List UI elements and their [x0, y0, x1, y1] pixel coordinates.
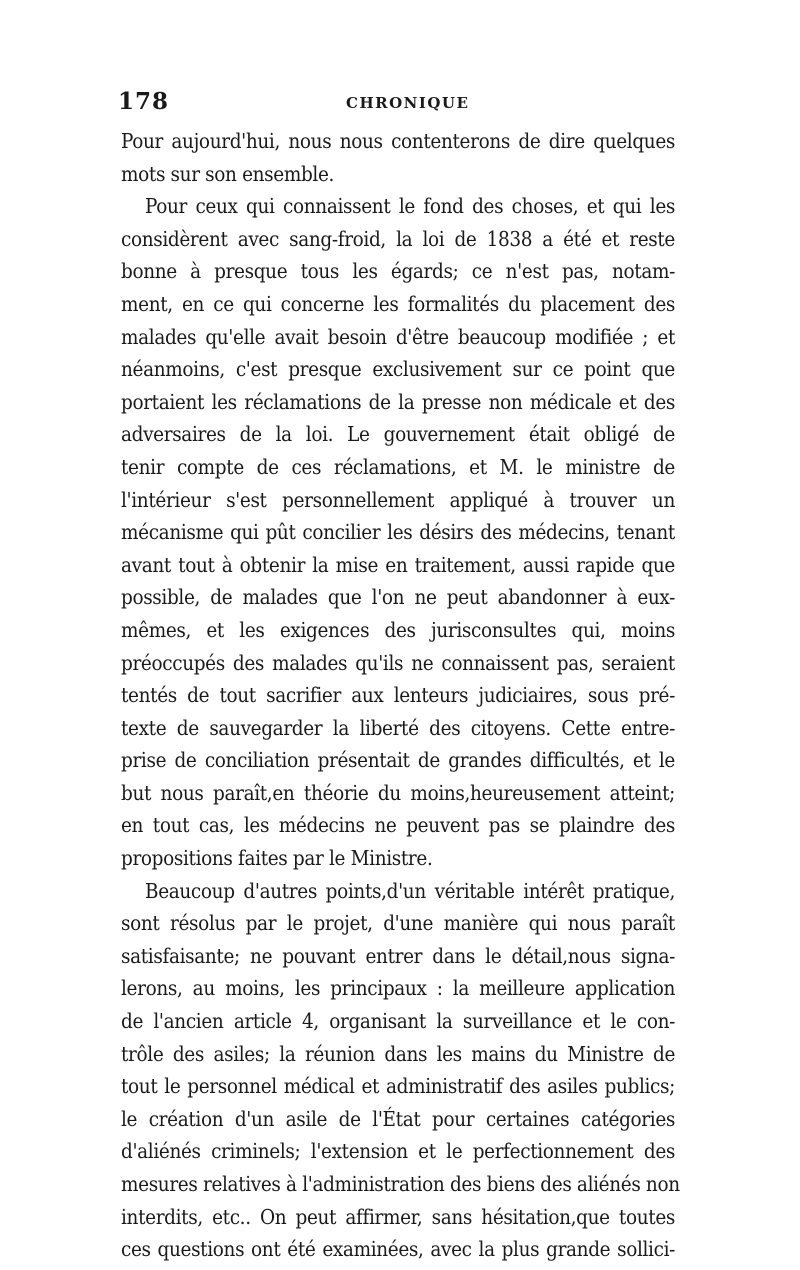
- body-text: [121, 125, 680, 1266]
- running-head: CHRONIQUE: [346, 94, 470, 112]
- text-line: Pour ceux qui connaissent le fond des choses, et qui les: [145, 194, 675, 219]
- text-line: mêmes, et les exigences des jurisconsultes qui, moins: [121, 617, 675, 642]
- text-line: d'aliénés criminels; l'extension et le perfectionnement des: [121, 1139, 675, 1164]
- text-line: adversaires de la loi. Le gouvernement était obligé de: [121, 422, 675, 447]
- text-line: mots sur son ensemble.: [121, 161, 335, 186]
- text-line: le création d'un asile de l'État pour certaines catégories: [121, 1106, 675, 1131]
- text-line: tenir compte de ces réclamations, et M. le ministre de: [121, 454, 675, 479]
- text-line: prise de conciliation présentait de grandes difficultés, et le: [121, 748, 675, 773]
- text-line: mécanisme qui pût concilier les désirs des médecins, tenant: [121, 520, 675, 545]
- text-line: propositions faites par le Ministre.: [121, 846, 433, 871]
- text-line: lerons, au moins, les principaux : la meilleure application: [121, 976, 675, 1001]
- text-line: sont résolus par le projet, d'une manière qui nous paraît: [121, 911, 675, 936]
- text-line: considèrent avec sang-froid, la loi de 1838 a été et reste: [121, 226, 675, 251]
- text-line: portaient les réclamations de la presse non médicale et des: [121, 389, 675, 414]
- text-line: but nous paraît,en théorie du moins,heureusement atteint;: [121, 780, 675, 805]
- text-line: trôle des asiles; la réunion dans les mains du Ministre de: [121, 1041, 675, 1066]
- text-line: en tout cas, les médecins ne peuvent pas se plaindre des: [121, 813, 675, 838]
- text-line: possible, de malades que l'on ne peut abandonner à eux-: [121, 585, 675, 610]
- text-line: Beaucoup d'autres points,d'un véritable intérêt pratique,: [145, 878, 675, 903]
- text-line: tout le personnel médical et administratif des asiles publics;: [121, 1074, 675, 1099]
- text-line: malades qu'elle avait besoin d'être beaucoup modifiée ; et: [121, 324, 675, 349]
- text-line: bonne à presque tous les égards; ce n'est pas, notam-: [121, 259, 675, 284]
- text-line: ces questions ont été examinées, avec la plus grande sollici-: [121, 1237, 675, 1262]
- text-line: l'intérieur s'est personnellement appliqué à trouver un: [121, 487, 675, 512]
- page-header: [118, 88, 670, 122]
- text-line: tentés de tout sacrifier aux lenteurs judiciaires, sous pré-: [121, 683, 675, 708]
- text-line: préoccupés des malades qu'ils ne connaissent pas, seraient: [121, 650, 675, 675]
- text-line: néanmoins, c'est presque exclusivement sur ce point que: [121, 357, 675, 382]
- text-line: Pour aujourd'hui, nous nous contenterons de dire quelques: [121, 129, 675, 153]
- text-line: mesures relatives à l'administration des biens des aliénés non: [121, 1172, 680, 1196]
- text-line: satisfaisante; ne pouvant entrer dans le détail,nous signa-: [121, 943, 675, 968]
- text-line: interdits, etc.. On peut affirmer, sans hésitation,que toutes: [121, 1204, 675, 1229]
- text-line: ment, en ce qui concerne les formalités du placement des: [121, 291, 675, 316]
- text-line: avant tout à obtenir la mise en traitement, aussi rapide que: [121, 552, 675, 577]
- text-line: texte de sauvegarder la liberté des citoyens. Cette entre-: [121, 715, 675, 740]
- text-line: de l'ancien article 4, organisant la surveillance et le con-: [121, 1009, 675, 1034]
- page-number: 178: [118, 88, 170, 115]
